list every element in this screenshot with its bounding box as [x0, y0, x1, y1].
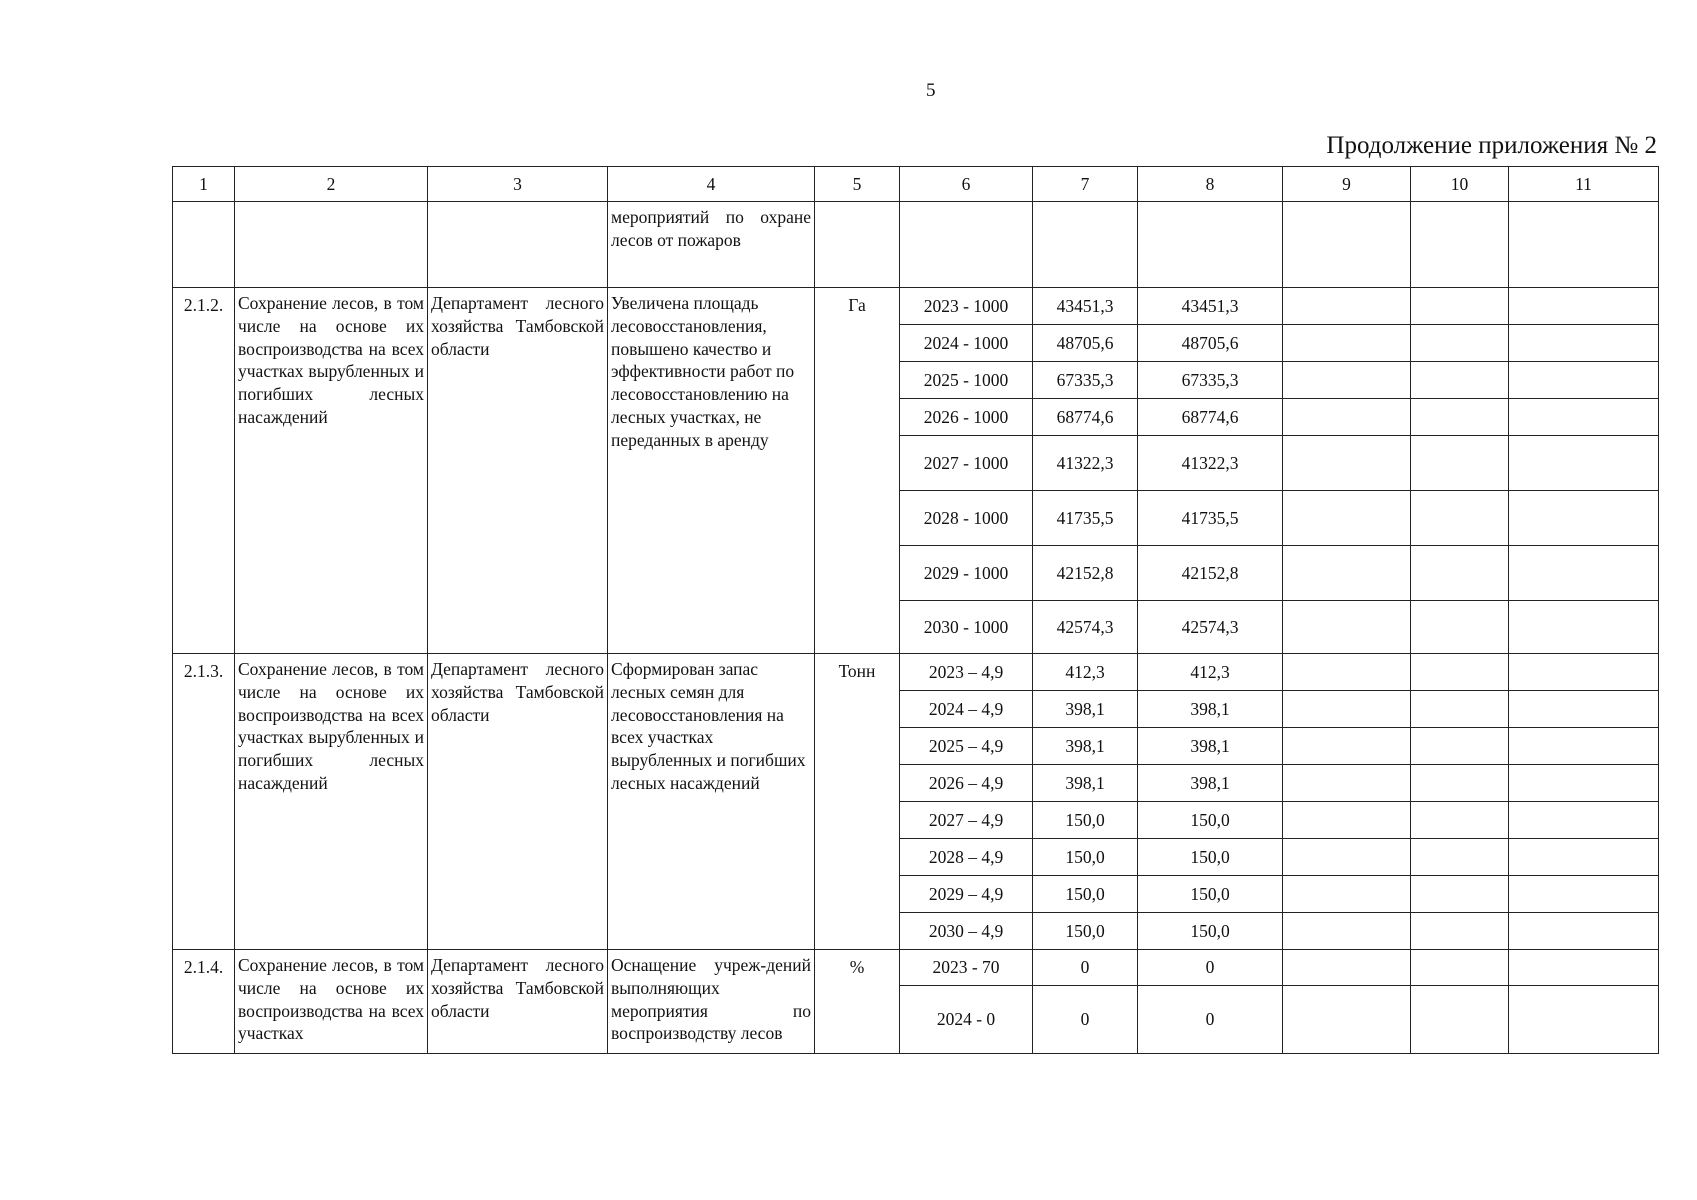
empty-cell [1283, 399, 1411, 436]
value-col7: 41322,3 [1033, 436, 1138, 491]
value-col7: 150,0 [1033, 876, 1138, 913]
value-col7: 48705,6 [1033, 325, 1138, 362]
header-cell: 3 [428, 167, 608, 202]
value-col8: 41735,5 [1138, 491, 1283, 546]
empty-cell [1509, 491, 1659, 546]
section-number: 2.1.4. [173, 950, 235, 1054]
header-cell: 10 [1411, 167, 1509, 202]
empty-cell [1283, 491, 1411, 546]
empty-cell [1509, 601, 1659, 654]
empty-cell [1283, 950, 1411, 986]
empty-cell [1411, 839, 1509, 876]
empty-cell [1411, 325, 1509, 362]
target-value: 2025 – 4,9 [900, 728, 1033, 765]
table-row [173, 288, 1659, 325]
value-col7: 43451,3 [1033, 288, 1138, 325]
activity-name: Сохранение лесов, в том числе на основе их воспроизводства на всех участках [235, 950, 428, 1054]
value-col8: 150,0 [1138, 913, 1283, 950]
header-cell: 7 [1033, 167, 1138, 202]
target-value: 2026 - 1000 [900, 399, 1033, 436]
empty-cell [1509, 765, 1659, 802]
value-col7: 41735,5 [1033, 491, 1138, 546]
empty-cell [1283, 876, 1411, 913]
empty-cell [1411, 399, 1509, 436]
empty-cell [1283, 802, 1411, 839]
empty-cell [1509, 728, 1659, 765]
header-cell: 6 [900, 167, 1033, 202]
value-col8: 42152,8 [1138, 546, 1283, 601]
header-cell: 11 [1509, 167, 1659, 202]
target-value: 2028 - 1000 [900, 491, 1033, 546]
empty-cell [1283, 654, 1411, 691]
value-col8: 68774,6 [1138, 399, 1283, 436]
target-value: 2023 - 70 [900, 950, 1033, 986]
empty-cell [1283, 546, 1411, 601]
empty-cell [173, 202, 235, 288]
executor: Департамент лесного хозяйства Тамбовской области [428, 950, 608, 1054]
target-value: 2023 – 4,9 [900, 654, 1033, 691]
value-col7: 150,0 [1033, 839, 1138, 876]
empty-cell [815, 202, 900, 288]
value-col8: 150,0 [1138, 839, 1283, 876]
empty-cell [1509, 325, 1659, 362]
header-cell: 2 [235, 167, 428, 202]
unit: Га [815, 288, 900, 654]
header-cell: 4 [608, 167, 815, 202]
empty-cell [1283, 765, 1411, 802]
empty-cell [1283, 362, 1411, 399]
value-col8: 0 [1138, 950, 1283, 986]
result: Сформирован запас лесных семян для лесовосстановления на всех участках вырубленных и погибших лесных насаждений [608, 654, 815, 950]
empty-cell [1509, 202, 1659, 288]
header-cell: 5 [815, 167, 900, 202]
header-cell: 8 [1138, 167, 1283, 202]
empty-cell [1411, 876, 1509, 913]
target-value: 2028 – 4,9 [900, 839, 1033, 876]
empty-cell [1509, 691, 1659, 728]
header-cell: 9 [1283, 167, 1411, 202]
section-number: 2.1.2. [173, 288, 235, 654]
empty-cell [1411, 654, 1509, 691]
empty-cell [1411, 491, 1509, 546]
empty-cell [235, 202, 428, 288]
empty-cell [1283, 325, 1411, 362]
empty-cell [1509, 436, 1659, 491]
value-col7: 150,0 [1033, 913, 1138, 950]
empty-cell [1411, 436, 1509, 491]
empty-cell [1283, 913, 1411, 950]
executor: Департамент лесного хозяйства Тамбовской области [428, 654, 608, 950]
empty-cell [1509, 802, 1659, 839]
unit: Тонн [815, 654, 900, 950]
value-col8: 42574,3 [1138, 601, 1283, 654]
header-row [173, 167, 1659, 202]
empty-cell [900, 202, 1033, 288]
value-col8: 398,1 [1138, 728, 1283, 765]
empty-cell [1283, 436, 1411, 491]
empty-cell [1411, 950, 1509, 986]
empty-cell [1509, 399, 1659, 436]
table-row [173, 654, 1659, 691]
empty-cell [428, 202, 608, 288]
value-col8: 67335,3 [1138, 362, 1283, 399]
value-col8: 48705,6 [1138, 325, 1283, 362]
empty-cell [1283, 288, 1411, 325]
value-col8: 398,1 [1138, 765, 1283, 802]
empty-cell [1411, 601, 1509, 654]
empty-cell [1033, 202, 1138, 288]
empty-cell [1411, 802, 1509, 839]
empty-cell [1283, 839, 1411, 876]
value-col8: 398,1 [1138, 691, 1283, 728]
activity-name: Сохранение лесов, в том числе на основе их воспроизводства на всех участках вырубленных и погибших лесных насаждений [235, 654, 428, 950]
empty-cell [1411, 765, 1509, 802]
value-col7: 42574,3 [1033, 601, 1138, 654]
value-col7: 67335,3 [1033, 362, 1138, 399]
continuation-text: мероприятий по охране лесов от пожаров [608, 202, 815, 288]
target-value: 2030 – 4,9 [900, 913, 1033, 950]
empty-cell [1283, 691, 1411, 728]
empty-cell [1283, 986, 1411, 1054]
section-number: 2.1.3. [173, 654, 235, 950]
empty-cell [1509, 362, 1659, 399]
value-col8: 43451,3 [1138, 288, 1283, 325]
table-row [173, 950, 1659, 986]
value-col7: 0 [1033, 950, 1138, 986]
empty-cell [1411, 986, 1509, 1054]
value-col7: 412,3 [1033, 654, 1138, 691]
page-number: 5 [926, 80, 936, 101]
target-value: 2029 – 4,9 [900, 876, 1033, 913]
target-value: 2026 – 4,9 [900, 765, 1033, 802]
target-value: 2024 - 1000 [900, 325, 1033, 362]
target-value: 2023 - 1000 [900, 288, 1033, 325]
result: Оснащение учреж-дений выполняющих мероприятия по воспроизводству лесов [608, 950, 815, 1054]
target-value: 2029 - 1000 [900, 546, 1033, 601]
empty-cell [1509, 913, 1659, 950]
unit: % [815, 950, 900, 1054]
empty-cell [1411, 691, 1509, 728]
empty-cell [1411, 546, 1509, 601]
result: Увеличена площадь лесовосстановления, повышено качество и эффективности работ по лесовосстановлению на лесных участках, не переданных в аренду [608, 288, 815, 654]
empty-cell [1283, 728, 1411, 765]
empty-cell [1509, 986, 1659, 1054]
continuation-row [173, 202, 1659, 288]
executor: Департамент лесного хозяйства Тамбовской области [428, 288, 608, 654]
target-value: 2024 - 0 [900, 986, 1033, 1054]
empty-cell [1283, 601, 1411, 654]
empty-cell [1138, 202, 1283, 288]
empty-cell [1509, 546, 1659, 601]
empty-cell [1509, 876, 1659, 913]
value-col7: 398,1 [1033, 765, 1138, 802]
empty-cell [1509, 839, 1659, 876]
empty-cell [1411, 913, 1509, 950]
value-col8: 150,0 [1138, 876, 1283, 913]
value-col7: 398,1 [1033, 728, 1138, 765]
header-cell: 1 [173, 167, 235, 202]
value-col8: 412,3 [1138, 654, 1283, 691]
value-col8: 41322,3 [1138, 436, 1283, 491]
value-col7: 150,0 [1033, 802, 1138, 839]
target-value: 2030 - 1000 [900, 601, 1033, 654]
activity-name: Сохранение лесов, в том числе на основе их воспроизводства на всех участках вырубленных и погибших лесных насаждений [235, 288, 428, 654]
empty-cell [1411, 728, 1509, 765]
target-value: 2027 – 4,9 [900, 802, 1033, 839]
empty-cell [1509, 654, 1659, 691]
target-value: 2024 – 4,9 [900, 691, 1033, 728]
value-col7: 398,1 [1033, 691, 1138, 728]
empty-cell [1411, 362, 1509, 399]
empty-cell [1509, 950, 1659, 986]
empty-cell [1411, 288, 1509, 325]
appendix-caption: Продолжение приложения № 2 [1326, 132, 1657, 159]
empty-cell [1411, 202, 1509, 288]
target-value: 2027 - 1000 [900, 436, 1033, 491]
value-col7: 0 [1033, 986, 1138, 1054]
value-col8: 0 [1138, 986, 1283, 1054]
value-col8: 150,0 [1138, 802, 1283, 839]
value-col7: 42152,8 [1033, 546, 1138, 601]
value-col7: 68774,6 [1033, 399, 1138, 436]
target-value: 2025 - 1000 [900, 362, 1033, 399]
empty-cell [1283, 202, 1411, 288]
empty-cell [1509, 288, 1659, 325]
appendix-table [172, 166, 1659, 1054]
